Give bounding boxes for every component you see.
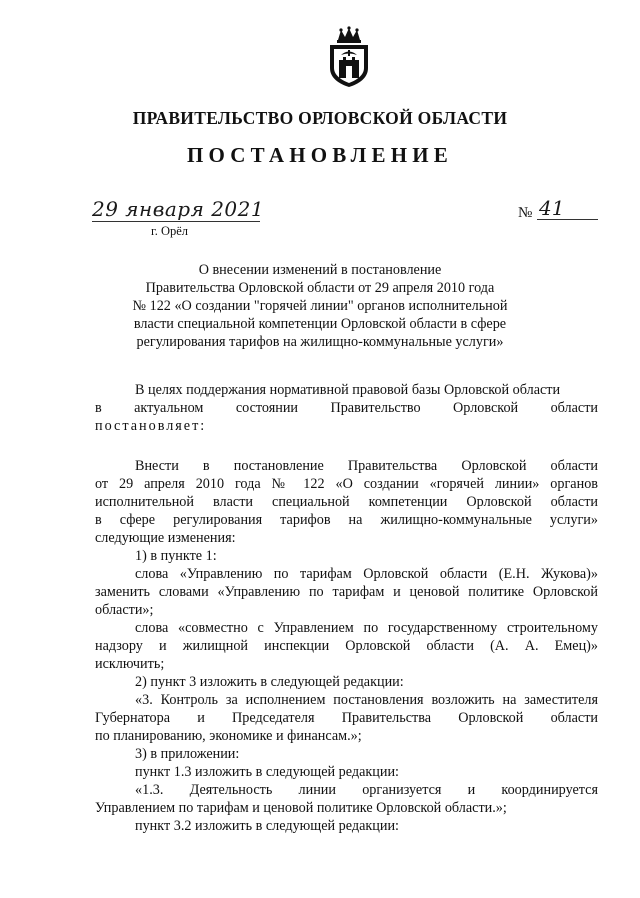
preamble-line: в актуальном состоянии Правительство Орловской области	[95, 400, 598, 416]
handwritten-date: 29 января 2021	[92, 197, 265, 221]
list-item: 2) пункт 3 изложить в следующей редакции:	[135, 674, 404, 690]
subject-line: № 122 «О создании "горячей линии" органов исполнительной	[132, 298, 508, 314]
document-subject	[0, 261, 640, 351]
body-line: следующие изменения:	[95, 530, 236, 546]
preamble-line: постановляет:	[95, 418, 207, 434]
body-line: заменить словами «Управлению по тарифам и ценовой политике Орловской	[95, 584, 598, 600]
organization-title: ПРАВИТЕЛЬСТВО ОРЛОВСКОЙ ОБЛАСТИ	[132, 108, 508, 128]
subject-line: Правительства Орловской области от 29 апреля 2010 года	[145, 280, 495, 296]
subject-line: регулирования тарифов на жилищно-коммунальные услуги»	[136, 334, 504, 350]
body-line: Губернатора и Председателя Правительства Орловской области	[95, 710, 598, 726]
body-line: «3. Контроль за исполнением постановления возложить на заместителя	[135, 692, 598, 708]
body-line: от 29 апреля 2010 года № 122 «О создании «горячей линии» органов	[95, 476, 598, 492]
body-line: надзору и жилищной инспекции Орловской области (А. А. Емец)»	[95, 638, 598, 654]
number-sign: №	[518, 205, 533, 221]
document-type-title: ПОСТАНОВЛЕНИЕ	[186, 143, 454, 167]
body-line: исключить;	[95, 656, 165, 672]
number-underline	[537, 219, 598, 220]
body-line: исполнительной власти специальной компетенции Орловской области	[95, 494, 598, 510]
body-line: по планированию, экономике и финансам.»;	[95, 728, 362, 744]
subject-line: О внесении изменений в постановление	[198, 262, 442, 278]
paragraph-gap	[95, 435, 598, 457]
preamble-line: В целях поддержания нормативной правовой базы Орловской области	[135, 382, 561, 398]
subject-line: власти специальной компетенции Орловской области в сфере	[133, 316, 507, 332]
date-underline	[92, 221, 260, 222]
list-item: 1) в пункте 1:	[135, 548, 217, 564]
document-body	[95, 381, 598, 835]
body-line: области»;	[95, 602, 154, 618]
body-line: пункт 1.3 изложить в следующей редакции:	[135, 764, 399, 780]
body-line: слова «совместно с Управлением по государственному строительному	[135, 620, 598, 636]
body-line: Внести в постановление Правительства Орловской области	[135, 458, 598, 474]
handwritten-number: 41	[539, 196, 565, 220]
coat-of-arms-icon	[324, 26, 374, 88]
body-line: Управлением по тарифам и ценовой политике Орловской области.»;	[95, 800, 507, 816]
body-line: в сфере регулирования тарифов на жилищно-коммунальные услуги»	[95, 512, 598, 528]
list-item: 3) в приложении:	[135, 746, 240, 762]
body-line: слова «Управлению по тарифам Орловской области (Е.Н. Жукова)»	[135, 566, 598, 582]
body-line: пункт 3.2 изложить в следующей редакции:	[135, 818, 399, 834]
body-line: «1.3. Деятельность линии организуется и координируется	[135, 782, 598, 798]
city-label: г. Орёл	[151, 224, 189, 238]
